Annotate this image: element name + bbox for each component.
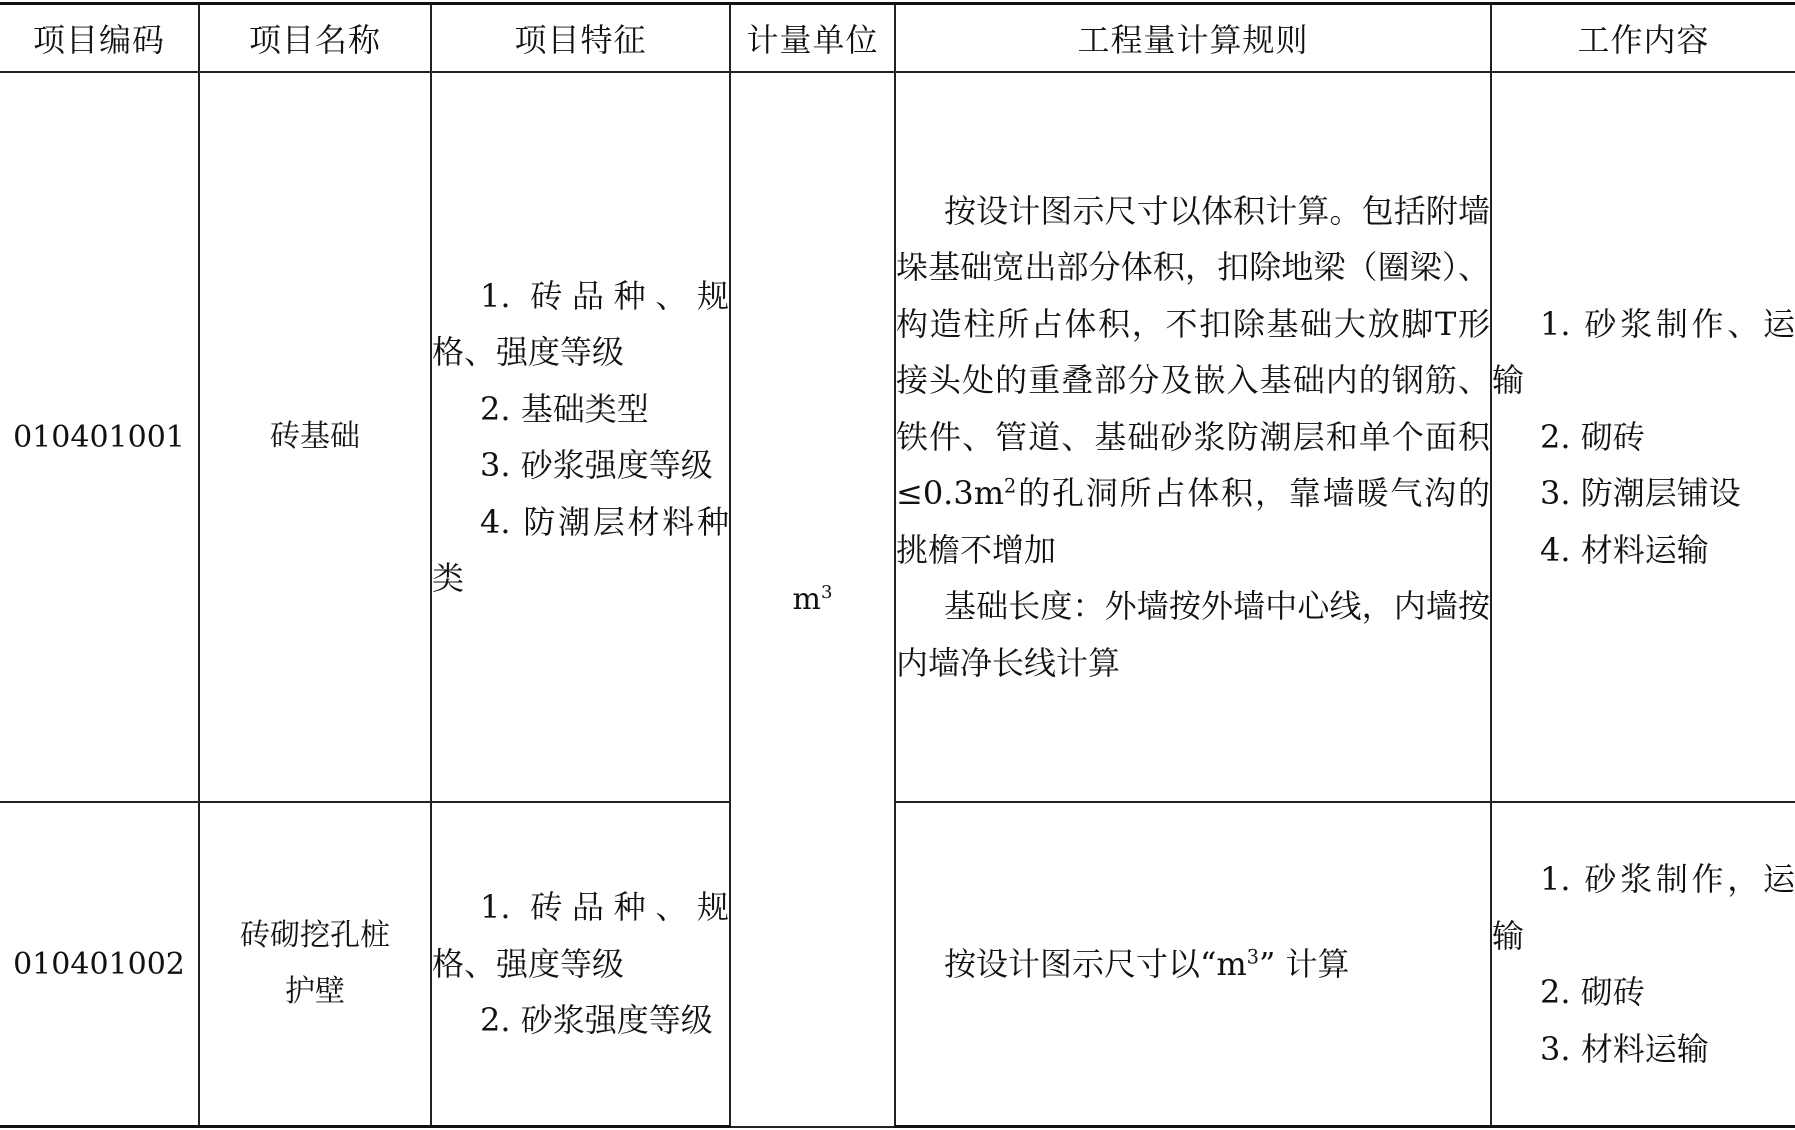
row1-work-2: 2. 砌砖 bbox=[1540, 417, 1645, 456]
row2-rule-sup: 3 bbox=[1246, 945, 1259, 969]
row2-rule-text-b: ” 计算 bbox=[1258, 944, 1350, 983]
row1-rule-paragraph-1 bbox=[896, 183, 1490, 579]
row2-name-line-2: 护壁 bbox=[285, 974, 345, 1009]
row2-work bbox=[1491, 802, 1795, 1127]
row1-work-3: 3. 防潮层铺设 bbox=[1540, 474, 1741, 513]
unit-cell bbox=[730, 72, 895, 1127]
row1-work-1: 1. 砂浆制作、运输 bbox=[1492, 304, 1795, 400]
header-project-features: 项目特征 bbox=[431, 4, 730, 73]
header-project-code: 项目编码 bbox=[0, 4, 199, 73]
header-work-content: 工作内容 bbox=[1491, 4, 1795, 73]
row1-feature-2: 2. 基础类型 bbox=[480, 389, 649, 428]
row1-work-4: 4. 材料运输 bbox=[1540, 530, 1709, 569]
row2-work-3: 3. 材料运输 bbox=[1540, 1029, 1709, 1068]
row1-code: 010401001 bbox=[0, 72, 199, 802]
header-calculation-rule: 工程量计算规则 bbox=[895, 4, 1491, 73]
row1-feature-4: 4. 防潮层材料种类 bbox=[432, 502, 729, 597]
row2-rule-text bbox=[896, 936, 1490, 993]
row2-name-line-1: 砖砌挖孔桩 bbox=[240, 918, 390, 953]
row2-work-1: 1. 砂浆制作，运输 bbox=[1492, 860, 1795, 955]
row2-rule bbox=[895, 802, 1491, 1127]
table-row bbox=[0, 72, 1795, 802]
row2-rule-text-a: 按设计图示尺寸以“m bbox=[944, 944, 1247, 983]
row1-rule-text-a: 按设计图示尺寸以体积计算。包括附墙垛基础宽出部分体积，扣除地梁（圈梁）、构造柱所占体积，不扣除基础大放脚T形接头处的重叠部分及嵌入基础内的钢筋、铁件、管道、基础砂浆防潮层和单个面积≤0.3m bbox=[896, 191, 1490, 513]
row1-rule-sup: 2 bbox=[1004, 474, 1017, 498]
table-row bbox=[0, 802, 1795, 1127]
row2-feature-2: 2. 砂浆强度等级 bbox=[480, 1001, 713, 1040]
bill-of-quantities-table bbox=[0, 2, 1795, 1128]
row1-name: 砖基础 bbox=[199, 72, 431, 802]
row1-work bbox=[1491, 72, 1795, 802]
row1-features bbox=[431, 72, 730, 802]
unit-exponent: 3 bbox=[821, 581, 833, 603]
unit-base: m bbox=[792, 581, 821, 617]
row1-rule-text-b: 的孔洞所占体积，靠墙暖气沟的挑檐不增加 bbox=[896, 474, 1490, 569]
row2-name bbox=[199, 802, 431, 1127]
row1-rule-paragraph-2: 基础长度：外墙按外墙中心线，内墙按内墙净长线计算 bbox=[896, 587, 1490, 682]
row1-feature-3: 3. 砂浆强度等级 bbox=[480, 446, 713, 484]
row2-features bbox=[431, 802, 730, 1127]
header-project-name: 项目名称 bbox=[199, 4, 431, 73]
row1-rule bbox=[895, 72, 1491, 802]
row2-feature-1: 1. 砖品种、规格、强度等级 bbox=[432, 888, 729, 983]
header-unit: 计量单位 bbox=[730, 4, 895, 73]
row2-work-2: 2. 砌砖 bbox=[1540, 973, 1645, 1011]
row1-feature-1: 1. 砖品种、规格、强度等级 bbox=[432, 276, 729, 371]
row2-code: 010401002 bbox=[0, 802, 199, 1127]
header-row bbox=[0, 4, 1795, 73]
